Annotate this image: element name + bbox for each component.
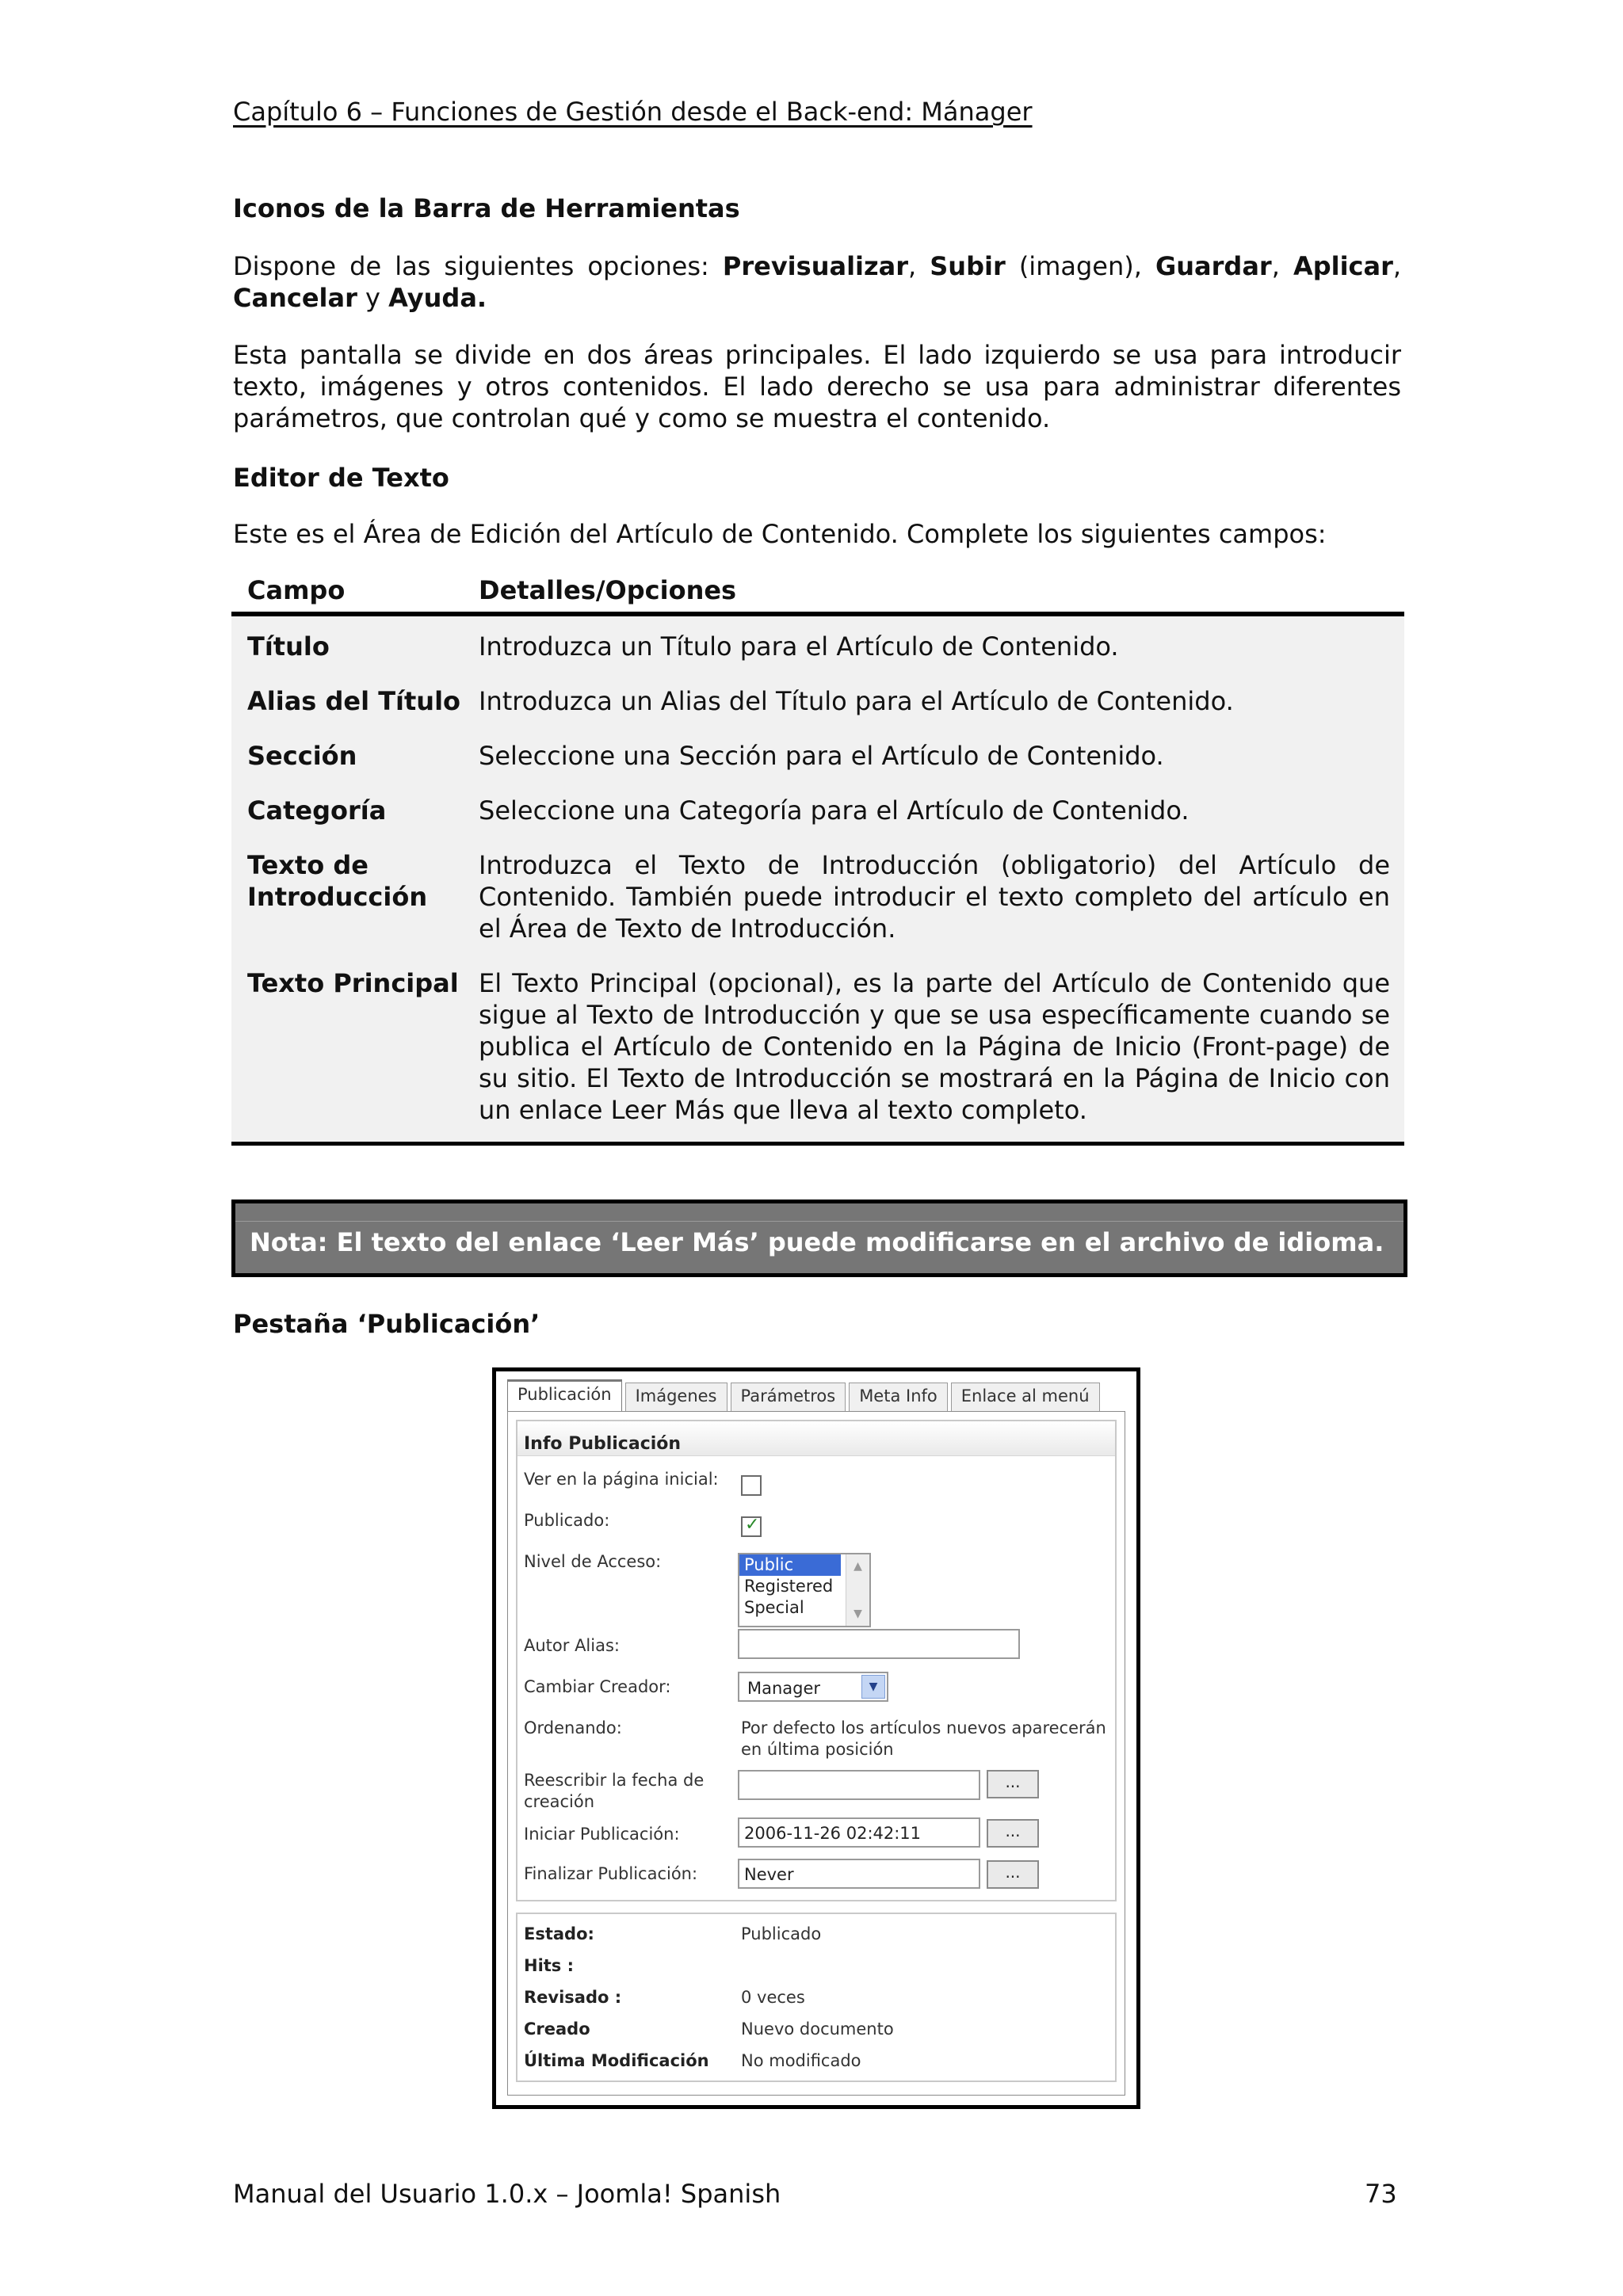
column-header-field: Campo — [247, 575, 346, 605]
start-publication-picker-button[interactable]: ... — [987, 1819, 1039, 1848]
note-divider — [235, 1221, 1403, 1222]
table-row: Categoría Seleccione una Categoría para el Artículo de Contenido. — [247, 795, 1190, 826]
text-editor-heading: Editor de Texto — [233, 463, 449, 493]
tab-publication[interactable]: Publicación — [507, 1379, 622, 1411]
note-box — [231, 1199, 1407, 1277]
option-help: Ayuda. — [388, 283, 487, 313]
change-creator-select[interactable]: Manager ▼ — [738, 1672, 888, 1702]
toolbar-icons-heading: Iconos de la Barra de Herramientas — [233, 193, 740, 223]
fields-table — [231, 569, 1404, 1146]
areas-paragraph: Esta pantalla se divide en dos áreas principales. El lado izquierdo se usa para introducir texto, imágenes y otros contenidos. El lado derecho se usa para administrar diferentes parámetros, que controlan qué y como se muestra el contenido. — [233, 340, 1401, 433]
table-row: Sección Seleccione una Sección para el Artículo de Contenido. — [247, 741, 1164, 771]
publication-info-box — [516, 1420, 1117, 1901]
show-frontpage-label: Ver en la página inicial: — [524, 1470, 719, 1489]
status-box — [516, 1913, 1117, 2082]
ordering-label: Ordenando: — [524, 1718, 622, 1737]
author-alias-input[interactable] — [738, 1629, 1020, 1659]
modified-value: No modificado — [741, 2051, 861, 2070]
option-preview: Previsualizar — [722, 251, 908, 281]
status-value: Publicado — [741, 1924, 822, 1943]
option-cancel: Cancelar — [233, 283, 357, 313]
publication-tab-heading: Pestaña ‘Publicación’ — [233, 1309, 540, 1339]
access-option-registered[interactable]: Registered — [744, 1577, 834, 1596]
checkmark-icon: ✓ — [745, 1515, 760, 1535]
option-upload: Subir — [930, 251, 1006, 281]
access-level-listbox[interactable] — [738, 1553, 871, 1627]
publication-tab-screenshot — [492, 1367, 1140, 2109]
toolbar-options-paragraph: Dispone de las siguientes opciones: Previsualizar, Subir (imagen), Guardar, Aplicar, Cancelar y Ayuda. — [233, 251, 1402, 313]
table-row: Texto de Introducción Introduzca el Texto de Introducción (obligatorio) del Artículo de Contenido. También puede introducir el texto completo del artículo en el Área de Texto de Introducción. — [247, 850, 1390, 944]
tab-bar — [507, 1383, 1103, 1411]
fields-table-header — [231, 569, 1404, 616]
finish-publication-label: Finalizar Publicación: — [524, 1864, 698, 1883]
access-option-public[interactable]: Public — [739, 1554, 841, 1576]
tab-panel — [507, 1411, 1125, 2096]
listbox-scrollbar[interactable] — [846, 1554, 869, 1626]
scroll-down-icon[interactable]: ▼ — [854, 1608, 862, 1620]
published-label: Publicado: — [524, 1511, 610, 1530]
revised-label: Revisado : — [524, 1988, 622, 2007]
published-checkbox[interactable] — [741, 1516, 762, 1537]
created-label: Creado — [524, 2019, 590, 2039]
option-save: Guardar — [1155, 251, 1272, 281]
tab-menu-link[interactable]: Enlace al menú — [951, 1383, 1100, 1411]
chevron-down-icon[interactable]: ▼ — [861, 1675, 885, 1699]
access-option-special[interactable]: Special — [744, 1598, 804, 1617]
scroll-up-icon[interactable]: ▲ — [854, 1560, 862, 1573]
author-alias-label: Autor Alias: — [524, 1636, 620, 1655]
editor-intro-paragraph: Este es el Área de Edición del Artículo de Contenido. Complete los siguientes campos: — [233, 519, 1327, 549]
created-value: Nuevo documento — [741, 2019, 894, 2039]
hits-label: Hits : — [524, 1956, 575, 1975]
page-number: 73 — [1365, 2179, 1397, 2209]
finish-publication-input[interactable]: Never — [738, 1859, 980, 1889]
column-header-details: Detalles/Opciones — [479, 575, 737, 605]
change-creator-label: Cambiar Creador: — [524, 1677, 671, 1696]
status-label: Estado: — [524, 1924, 594, 1943]
note-text: Nota: El texto del enlace ‘Leer Más’ puede modificarse en el archivo de idioma. — [250, 1227, 1384, 1257]
option-apply: Aplicar — [1293, 251, 1393, 281]
page-header: Capítulo 6 – Funciones de Gestión desde el Back-end: Mánager — [233, 97, 1033, 127]
tab-images[interactable]: Imágenes — [625, 1383, 727, 1411]
finish-publication-picker-button[interactable]: ... — [987, 1860, 1039, 1889]
override-date-picker-button[interactable]: ... — [987, 1770, 1039, 1798]
table-row: Título Introduzca un Título para el Artículo de Contenido. — [247, 631, 1119, 662]
publication-info-title: Info Publicación — [517, 1421, 1115, 1456]
start-publication-input[interactable]: 2006-11-26 02:42:11 — [738, 1817, 980, 1848]
table-row: Alias del Título Introduzca un Alias del Título para el Artículo de Contenido. — [247, 686, 1234, 716]
tab-parameters[interactable]: Parámetros — [731, 1383, 846, 1411]
start-publication-label: Iniciar Publicación: — [524, 1825, 680, 1844]
page-footer: Manual del Usuario 1.0.x – Joomla! Spanish — [233, 2179, 781, 2209]
access-level-label: Nivel de Acceso: — [524, 1552, 662, 1571]
table-row: Texto Principal El Texto Principal (opcional), es la parte del Artículo de Contenido que sigue al Texto de Introducción y que se usa específicamente cuando se publica el Artículo de Contenido en la Página de Inicio (Front-page) de su sitio. El Texto de Introducción se mostrará en la Página de Inicio con un enlace Leer Más que lleva al texto completo. — [247, 968, 1390, 1125]
show-frontpage-checkbox[interactable] — [741, 1475, 762, 1496]
fields-table-body — [231, 616, 1404, 1146]
modified-label: Última Modificación — [524, 2051, 709, 2070]
revised-value: 0 veces — [741, 1988, 805, 2007]
override-date-input[interactable] — [738, 1770, 980, 1800]
tab-meta-info[interactable]: Meta Info — [849, 1383, 948, 1411]
override-date-label: Reescribir la fecha de creación — [524, 1771, 705, 1811]
ordering-value: Por defecto los artículos nuevos aparecerán en última posición — [741, 1718, 1106, 1759]
